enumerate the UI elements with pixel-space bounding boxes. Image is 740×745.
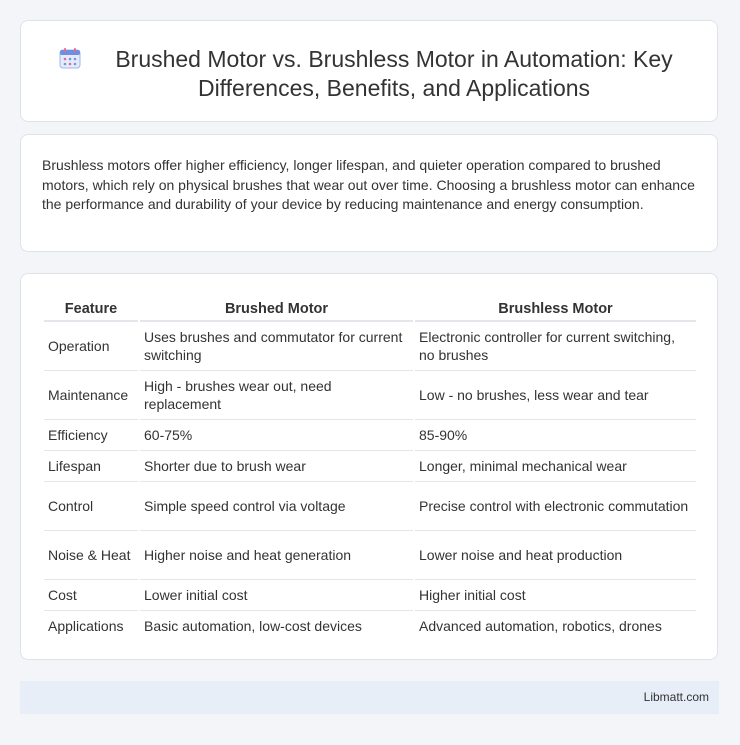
feature-cell: Maintenance xyxy=(44,371,138,420)
page-title: Brushed Motor vs. Brushless Motor in Automation: Key Differences, Benefits, and Applications xyxy=(115,46,673,101)
brushless-cell: Low - no brushes, less wear and tear xyxy=(415,371,696,420)
brushless-cell: Longer, minimal mechanical wear xyxy=(415,451,696,482)
brushless-cell: Lower noise and heat production xyxy=(415,531,696,580)
comparison-table-card xyxy=(20,273,718,660)
column-header-feature: Feature xyxy=(44,295,138,322)
table-row xyxy=(44,611,696,641)
brushed-cell: Shorter due to brush wear xyxy=(140,451,413,482)
table-row xyxy=(44,420,696,451)
brushed-cell: Lower initial cost xyxy=(140,580,413,611)
brushless-cell: Higher initial cost xyxy=(415,580,696,611)
feature-cell: Control xyxy=(44,482,138,531)
title-card xyxy=(20,20,718,122)
feature-cell: Cost xyxy=(44,580,138,611)
column-header-brushed: Brushed Motor xyxy=(140,295,413,322)
brushless-cell: Electronic controller for current switching, no brushes xyxy=(415,322,696,371)
brushed-cell: Higher noise and heat generation xyxy=(140,531,413,580)
brushed-cell: Simple speed control via voltage xyxy=(140,482,413,531)
brushless-cell: Precise control with electronic commutation xyxy=(415,482,696,531)
brushed-cell: Basic automation, low-cost devices xyxy=(144,618,362,634)
table-row xyxy=(44,482,696,531)
feature-cell: Noise & Heat xyxy=(44,531,138,580)
brushed-cell: Uses brushes and commutator for current switching xyxy=(140,322,413,371)
intro-paragraph: Brushless motors offer higher efficiency, longer lifespan, and quieter operation compared to brushed motors, which rely on physical brushes that wear out over time. Choosing a brushless motor can enhance the performance and durability of your device by reducing maintenance and energy consumption. xyxy=(42,157,695,212)
comparison-table xyxy=(42,295,698,641)
table-row xyxy=(44,371,696,420)
footer-brand[interactable]: Libmatt.com xyxy=(643,690,709,704)
feature-cell: Lifespan xyxy=(44,451,138,482)
feature-cell: Efficiency xyxy=(44,420,138,451)
feature-cell: Applications xyxy=(48,618,124,634)
table-row xyxy=(44,451,696,482)
intro-card xyxy=(20,134,718,252)
table-row xyxy=(44,580,696,611)
table-row xyxy=(44,322,696,371)
column-header-brushless: Brushless Motor xyxy=(415,295,696,322)
calendar-icon xyxy=(59,47,81,69)
brushless-cell: Advanced automation, robotics, drones xyxy=(419,618,662,634)
brushless-cell: 85-90% xyxy=(415,420,696,451)
footer-bar xyxy=(20,681,719,714)
brushed-cell: 60-75% xyxy=(140,420,413,451)
feature-cell: Operation xyxy=(44,322,138,371)
table-header-row xyxy=(44,295,696,322)
table-row xyxy=(44,531,696,580)
brushed-cell: High - brushes wear out, need replacement xyxy=(140,371,413,420)
